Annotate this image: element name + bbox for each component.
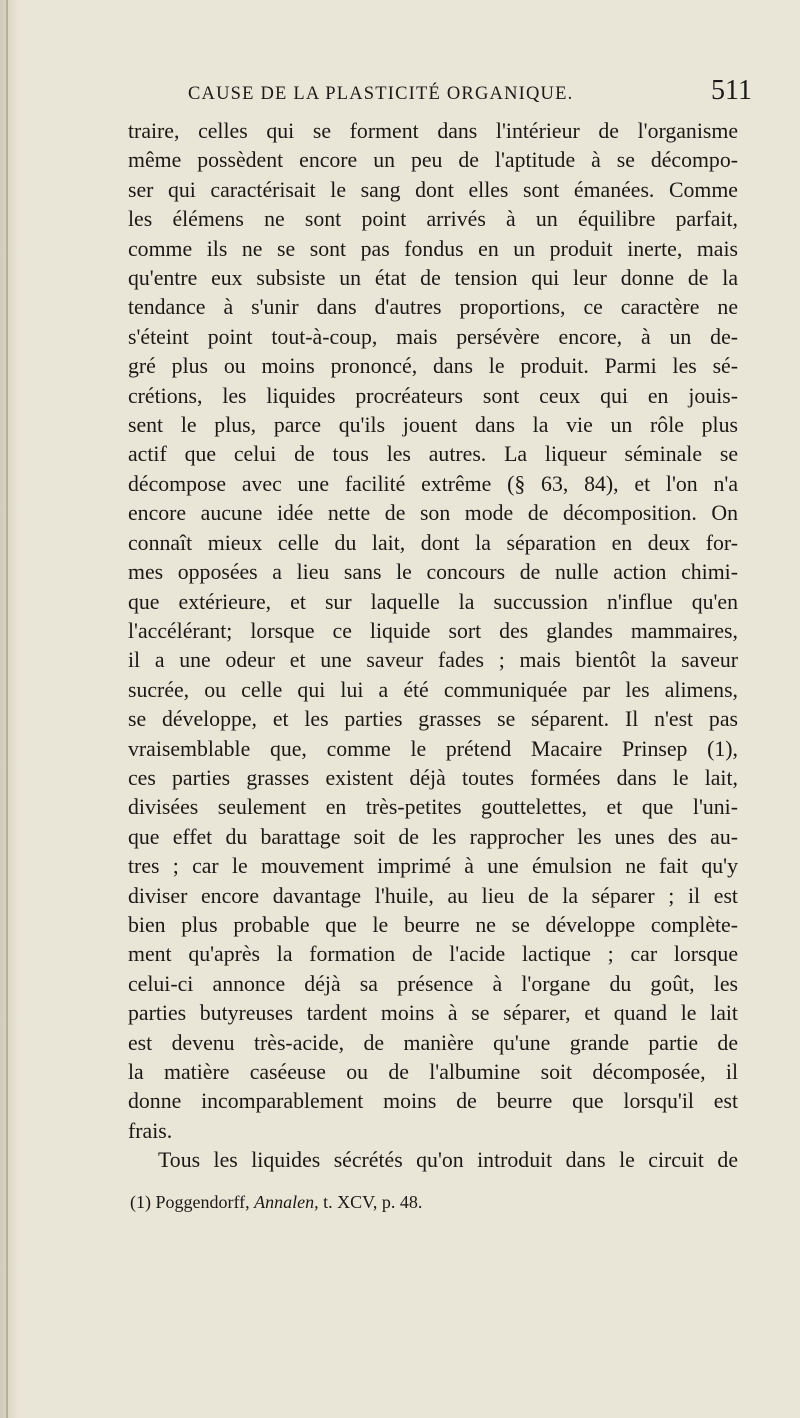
text-line: sent le plus, parce qu'ils jouent dans la vie un rôle plus [128,413,738,438]
text-line: il a une odeur et une saveur fades ; mais bientôt la saveur [128,648,738,673]
running-head [128,75,752,108]
text-line: celui-ci annonce déjà sa présence à l'organe du goût, les [128,971,738,996]
text-line: même possèdent encore un peu de l'aptitude à se décompo- [128,148,738,173]
text-line: que extérieure, et sur laquelle la succussion n'influe qu'en [128,589,738,614]
running-title: CAUSE DE LA PLASTICITÉ ORGANIQUE. [188,84,574,104]
text-line: qu'entre eux subsiste un état de tension qui leur donne de la [128,266,738,291]
text-line: que effet du barattage soit de les rapprocher les unes des au- [128,824,738,849]
page-edge-shadow [0,0,18,1418]
footnote [128,1190,738,1214]
text-line: les élémens ne sont point arrivés à un équilibre parfait, [128,207,738,232]
text-line: traire, celles qui se forment dans l'intérieur de l'organisme [128,119,738,143]
text-line: parties butyreuses tardent moins à se séparer, et quand le lait [128,1001,738,1026]
text-line: tres ; car le mouvement imprimé à une émulsion ne fait qu'y [128,854,738,879]
text-line: comme ils ne se sont pas fondus en un produit inerte, mais [128,236,738,261]
text-line: actif que celui de tous les autres. La liqueur séminale se [128,442,738,467]
text-line: s'éteint point tout-à-coup, mais persévère encore, à un de- [128,324,738,349]
text-line: est devenu très-acide, de manière qu'une grande partie de [128,1030,738,1055]
footnote-reference: t. XCV, p. 48. [323,1191,423,1212]
page-number: 511 [711,75,752,106]
text-line: frais. [128,1118,173,1143]
text-line: vraisemblable que, comme le prétend Macaire Prinsep (1), [128,736,738,761]
footnote-marker: (1) [130,1191,151,1212]
footnote-author: Poggendorff, [155,1191,250,1212]
text-line: Tous les liquides sécrétés qu'on introduit dans le circuit de [158,1148,738,1173]
text-line: connaît mieux celle du lait, dont la séparation en deux for- [128,530,738,555]
text-line: divisées seulement en très-petites gouttelettes, et que l'uni- [128,795,738,820]
text-line: diviser encore davantage l'huile, au lieu de la séparer ; il est [128,883,738,908]
text-line: donne incomparablement moins de beurre que lorsqu'il est [128,1089,738,1114]
text-line: crétions, les liquides procréateurs sont ceux qui en jouis- [128,383,738,408]
text-line: encore aucune idée nette de son mode de décomposition. On [128,501,738,526]
text-line: sucrée, ou celle qui lui a été communiquée par les alimens, [128,677,738,702]
text-line: ces parties grasses existent déjà toutes formées dans le lait, [128,765,738,790]
text-line: décompose avec une facilité extrême (§ 63, 84), et l'on n'a [128,471,738,496]
text-line: mes opposées a lieu sans le concours de nulle action chimi- [128,560,738,585]
body-text [128,117,738,1176]
text-line: ment qu'après la formation de l'acide lactique ; car lorsque [128,942,738,967]
text-line: bien plus probable que le beurre ne se développe complète- [128,912,738,937]
text-line: se développe, et les parties grasses se séparent. Il n'est pas [128,707,738,732]
text-line: la matière caséeuse ou de l'albumine soit décomposée, il [128,1060,738,1084]
binding-edge-line [6,0,8,1418]
footnote-journal: Annalen, [254,1191,319,1212]
text-line: ser qui caractérisait le sang dont elles sont émanées. Comme [128,177,738,202]
text-line: l'accélérant; lorsque ce liquide sort des glandes mammaires, [128,618,738,643]
text-line: gré plus ou moins prononcé, dans le produit. Parmi les sé- [128,354,738,379]
book-page [128,75,752,1214]
text-line: tendance à s'unir dans d'autres proportions, ce caractère ne [128,295,738,320]
